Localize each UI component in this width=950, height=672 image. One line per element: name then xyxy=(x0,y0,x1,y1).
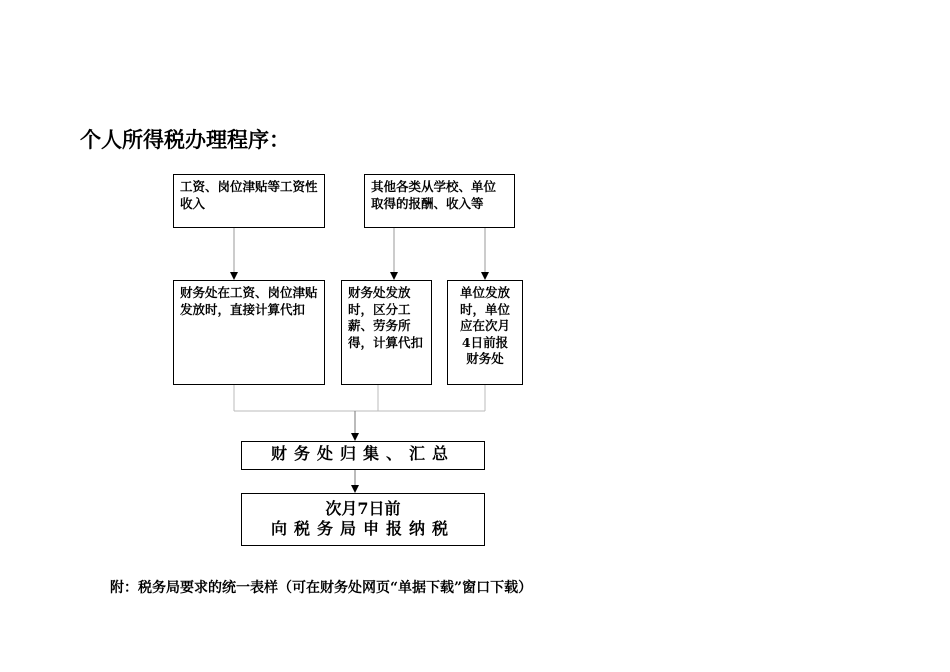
page-title: 个人所得税办理程序： xyxy=(80,127,290,152)
tax-declaration-action: 向税务局申报纳税 xyxy=(270,519,455,538)
aggregate-box xyxy=(241,441,485,470)
arrowhead-final xyxy=(351,485,359,493)
unit-report-label: 单位发放时，单位应在次月4日前报财务处 xyxy=(459,285,510,366)
tax-declaration-deadline: 次月7日前 xyxy=(325,499,401,518)
aggregate-label: 财务处归集、汇总 xyxy=(270,444,455,463)
direct-withholding-box xyxy=(173,280,325,385)
tax-declaration-box xyxy=(241,493,485,546)
direct-withholding-label: 财务处在工资、岗位津贴发放时，直接计算代扣 xyxy=(180,285,318,317)
other-income-box xyxy=(364,174,515,228)
unit-report-box xyxy=(447,280,523,385)
arrowhead-direct xyxy=(230,272,238,280)
labor-withholding-label: 财务处发放时，区分工薪、劳务所得，计算代扣 xyxy=(348,285,424,350)
salary-income-box xyxy=(173,174,325,228)
salary-income-label: 工资、岗位津贴等工资性收入 xyxy=(180,179,318,211)
arrowhead-aggregate xyxy=(351,433,359,441)
other-income-label: 其他各类从学校、单位取得的报酬、收入等 xyxy=(371,179,497,211)
labor-withholding-box xyxy=(341,280,432,385)
arrowhead-labor xyxy=(390,272,398,280)
arrowhead-unit xyxy=(481,272,489,280)
footnote: 附：税务局要求的统一表样（可在财务处网页“单据下载”窗口下载） xyxy=(110,580,533,596)
